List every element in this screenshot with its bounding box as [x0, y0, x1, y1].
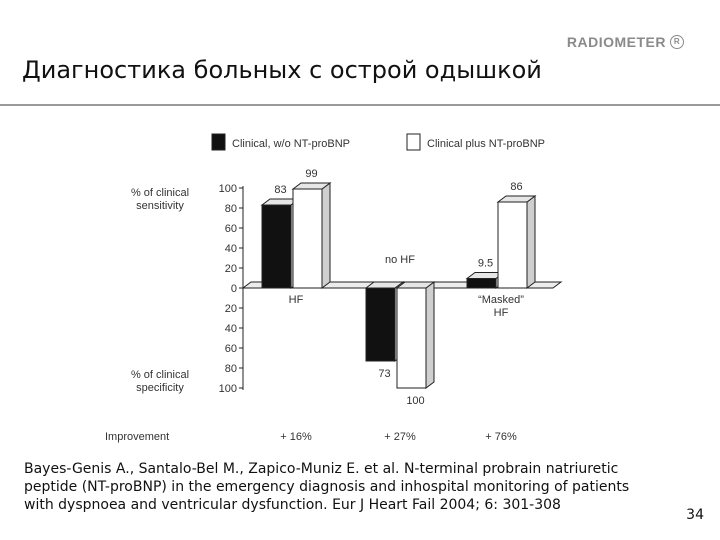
- y-axis-label-sensitivity: sensitivity: [136, 200, 184, 212]
- category-label-group1: HF: [288, 294, 304, 306]
- legend-label-clinical-without-ntprobnp: Clinical, w/o NT-proBNP: [232, 138, 350, 150]
- legend-swatch-clinical-without-ntprobnp: [212, 134, 225, 150]
- bar-group3-series1: [467, 279, 496, 289]
- page-number: 34: [686, 507, 704, 523]
- bar-group1-series1: [262, 205, 291, 288]
- legend-label-clinical-plus-ntprobnp: Clinical plus NT-proBNP: [427, 138, 545, 150]
- radiometer-logo: [567, 34, 684, 50]
- value-label-group3-series2: 86: [510, 181, 523, 193]
- slide-title: Диагностика больных с острой одышкой: [22, 56, 542, 84]
- y-tick-label: 60: [224, 223, 237, 235]
- sensitivity-specificity-chart: [0, 110, 720, 455]
- y-tick-label: 60: [224, 343, 237, 355]
- value-label-group1-series2: 99: [305, 168, 318, 180]
- y-tick-label: 40: [224, 243, 237, 255]
- value-label-group1-series1: 83: [274, 184, 287, 196]
- bar-group3-series2-side: [527, 196, 535, 288]
- improvement-label: Improvement: [105, 431, 170, 443]
- y-axis-label-specificity: % of clinical: [130, 369, 190, 381]
- logo-text: RADIOMETER: [566, 34, 666, 50]
- bar-group1-series2: [293, 189, 322, 288]
- category-label-group3: HF: [493, 307, 509, 319]
- legend-swatch-clinical-plus-ntprobnp: [407, 134, 420, 150]
- citation-text: Bayes-Genis A., Santalo-Bel M., Zapico-Muniz E. et al. N-terminal probrain natriuretic peptide (NT-proBNP) in the emergency diagnosis and inhospital monitoring of patients with dyspnoea and ventricular dysfunction. Eur J Heart Fail 2004; 6: 301-308: [24, 461, 630, 513]
- y-tick-label: 20: [224, 263, 237, 275]
- y-tick-label: 80: [224, 203, 237, 215]
- category-label-group2: no HF: [385, 254, 415, 266]
- y-tick-label: 100: [218, 383, 237, 395]
- improvement-value-group3: + 76%: [485, 431, 517, 443]
- y-tick-label: 40: [224, 323, 237, 335]
- bar-group2-series2: [397, 288, 426, 388]
- y-axis-label-specificity: specificity: [136, 382, 184, 394]
- title-divider: [0, 104, 720, 106]
- value-label-group2-series2: 100: [406, 395, 425, 407]
- bar-group1-series2-side: [322, 183, 330, 288]
- value-label-group3-series1: 9.5: [477, 257, 494, 270]
- value-label-group2-series1: 73: [378, 368, 391, 380]
- bar-group2-series2-side: [426, 282, 434, 388]
- y-tick-label: 100: [218, 183, 237, 195]
- category-label-group3: “Masked”: [478, 294, 524, 306]
- y-axis-label-sensitivity: % of clinical: [130, 187, 190, 199]
- registered-mark-icon: R: [670, 35, 684, 49]
- bar-group3-series2: [498, 202, 527, 288]
- bar-group2-series1: [366, 288, 395, 361]
- y-tick-label: 0: [230, 283, 237, 295]
- y-tick-label: 80: [224, 363, 237, 375]
- improvement-value-group2: + 27%: [384, 431, 416, 443]
- y-tick-label: 20: [224, 303, 237, 315]
- improvement-value-group1: + 16%: [280, 431, 312, 443]
